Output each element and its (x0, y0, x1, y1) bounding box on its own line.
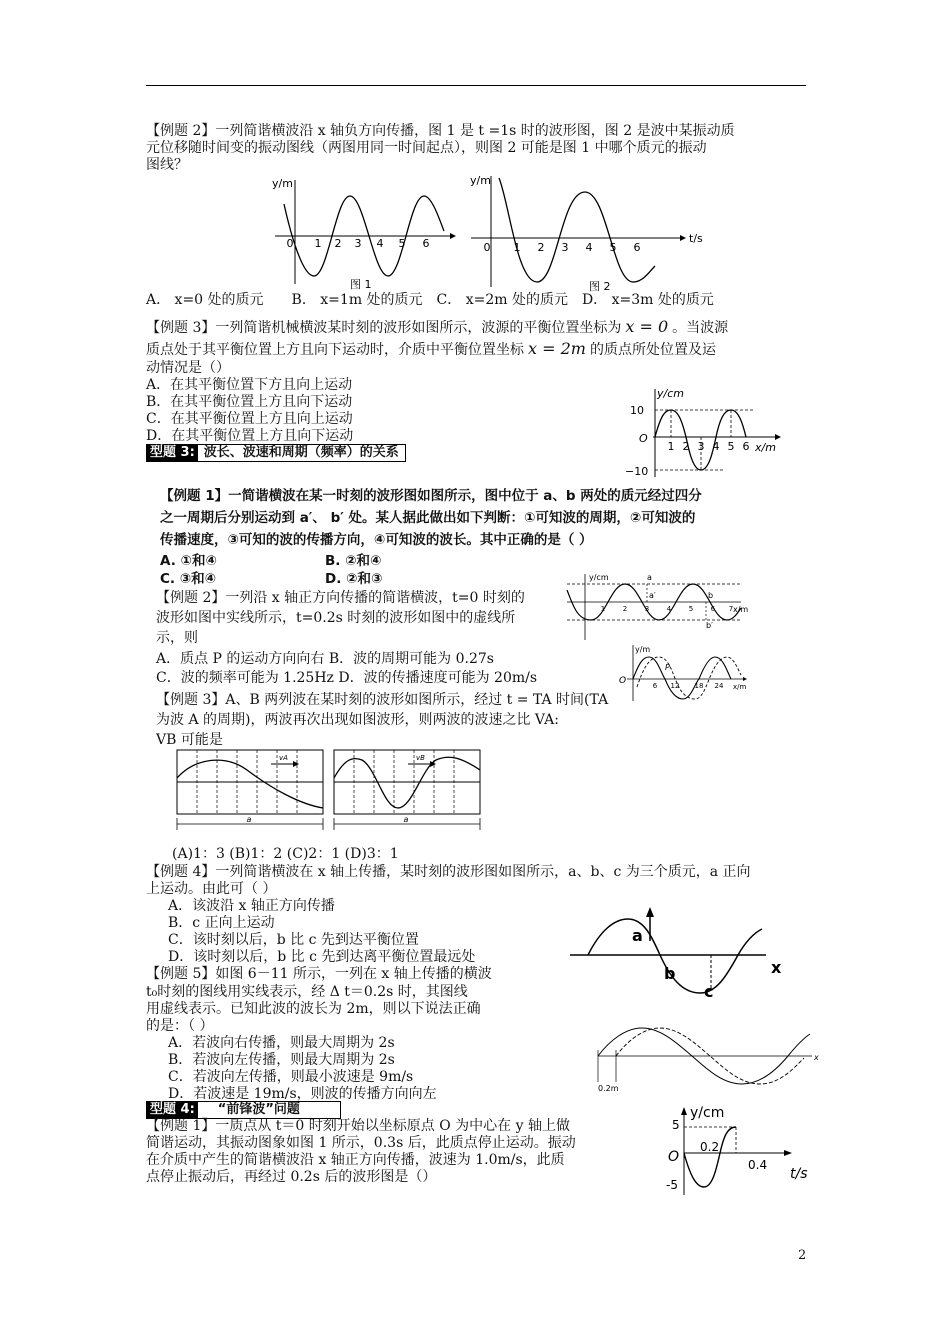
fig2-tick-4: 4 (585, 241, 593, 254)
s3-ex5-line4: 的是：（ ） (146, 1018, 214, 1034)
ex3-fig-origin: O (639, 432, 648, 445)
s3-ex1-line3: 传播速度，③可知的波的传播方向，④可知波的波长。其中正确的是（ ） (160, 532, 593, 548)
fig2-xlabel: t/s (689, 232, 703, 245)
s3-ex3-wave-b-figure (332, 748, 482, 840)
ex3-option-b: B．在其平衡位置上方且向下运动 (146, 394, 353, 410)
ex3-math2: x = 2m (528, 339, 586, 358)
section3-header (146, 444, 406, 462)
s4-ex1-line1: 【例题 1】一质点从 t＝0 时刻开始以坐标原点 O 为中心在 y 轴上做 (146, 1118, 570, 1134)
s3-ex1-option-b: B. ②和④ (325, 553, 382, 569)
s3-ex1-fig-tick-6: 6 (710, 605, 716, 613)
fig1-tick-2: 2 (334, 237, 342, 250)
s3-ex3-wave-b-velocity: vB (416, 754, 425, 762)
s3-ex4-option-c: C．该时刻以后，b 比 c 先到达平衡位置 (168, 932, 419, 948)
s3-ex1-fig-tick-5: 5 (688, 605, 694, 613)
ex2-line1: 【例题 2】一列简谐横波沿 x 轴负方向传播，图 1 是 t =1s 时的波形图，图 2 是波中某振动质 (146, 123, 735, 139)
s4-fig-xlabel: t/s (790, 1166, 808, 1182)
ex3-fig-ytop: 10 (630, 404, 644, 417)
s4-fig-origin: O (668, 1149, 680, 1165)
s3-ex4-line1: 【例题 4】一列简谐横波在 x 轴上传播，某时刻的波形图如图所示，a、b、c 为三个质元，a 正向 (146, 864, 751, 880)
fig1-tick-4: 4 (376, 237, 384, 250)
s4-ex1-line2: 简谐运动，其振动图象如图 1 所示，0.3s 后，此质点停止运动。振动 (146, 1135, 576, 1151)
ex3-line2-b: 的质点所处位置及运 (589, 342, 716, 358)
s3-ex1-option-a: A. ①和④ (160, 553, 217, 569)
ex2-line3: 图线？ (146, 157, 188, 173)
ex3-wave-figure (625, 385, 790, 480)
s3-ex1-fig-ylabel: y/cm (589, 573, 609, 582)
s3-ex3-line2: 为波 A 的周期)，两波再次出现如图波形，则两波的波速之比 VA: (156, 712, 559, 728)
s3-ex2-options-row1: A．质点 P 的运动方向向右 B．波的周期可能为 0.27s (156, 651, 494, 667)
s3-ex1-fig-label-b: b (708, 591, 714, 600)
ex3-line1-a: 【例题 3】一列简谐机械横波某时刻的波形如图所示，波源的平衡位置坐标为 (146, 320, 622, 336)
s3-ex5-option-a: A．若波向右传播，则最大周期为 2s (168, 1035, 395, 1051)
s3-ex1-line1: 【例题 1】一简谐横波在某一时刻的波形图如图所示，图中位于 a、b 两处的质元经过四分 (160, 488, 702, 504)
s3-ex3-line1: 【例题 3】A、B 两列波在某时刻的波形如图所示，经过 t = TA 时间(TA (156, 692, 609, 708)
s4-ex1-vibration-figure (664, 1105, 824, 1197)
s4-fig-ytop: 5 (672, 1118, 680, 1132)
s3-ex2-fig-origin: O (619, 676, 627, 686)
ex2-options: A． x=0 处的质元 B． x=1m 处的质元 C． x=2m 处的质元 D． x=3m 处的质元 (146, 292, 714, 308)
s3-ex1-line2: 之一周期后分别运动到 a′、 b′ 处。某人据此做出如下判断：①可知波的周期，②可知波的 (160, 510, 696, 526)
s3-ex4-fig-label-c: c (704, 982, 714, 1001)
section4-title: “前锋波”问题 (217, 1102, 300, 1117)
ex3-fig-xlabel: x/m (755, 441, 776, 454)
fig1-ylabel: y/m (272, 177, 293, 190)
ex3-option-d: D．在其平衡位置上方且向下运动 (146, 428, 354, 444)
ex3-option-a: A．在其平衡位置下方且向上运动 (146, 377, 353, 393)
s3-ex2-options-row2: C．波的频率可能为 1.25Hz D．波的传播速度可能为 20m/s (156, 670, 538, 686)
section3-label: 型题 3: (147, 445, 198, 461)
s3-ex5-option-b: B．若波向左传播，则最大周期为 2s (168, 1052, 395, 1068)
s3-ex4-line2: 上运动。由此可（ ） (146, 881, 277, 897)
s3-ex5-figure (592, 1020, 827, 1092)
fig1-tick-1: 1 (314, 237, 322, 250)
s3-ex4-option-d: D．该时刻以后，b 比 c 先到达离平衡位置最远处 (168, 949, 476, 965)
s3-ex1-fig-tick-3: 3 (644, 605, 650, 613)
fig1-tick-6: 6 (422, 237, 430, 250)
fig2-tick-6: 6 (633, 241, 641, 254)
fig2-tick-5: 5 (609, 241, 617, 254)
s3-ex3-wave-b-length: a (403, 815, 409, 824)
fig2-tick-1: 1 (513, 241, 521, 254)
s3-ex2-line2: 波形如图中实线所示，t=0.2s 时刻的波形如图中的虚线所 (156, 610, 516, 626)
s3-ex2-fig-tick-12: 12 (670, 682, 680, 690)
s4-ex1-line4: 点停止振动后，再经过 0.2s 后的波形图是（） (146, 1169, 437, 1185)
ex3-fig-tick-5: 5 (727, 440, 735, 453)
ex3-line2-a: 质点处于其平衡位置上方且向下运动时，介质中平衡位置坐标 (146, 342, 524, 358)
s4-fig-ylabel: y/cm (690, 1105, 725, 1121)
fig1-tick-0: 0 (286, 237, 294, 250)
section4-label: 型题 4: (147, 1102, 198, 1118)
s3-ex4-option-b: B．c 正向上运动 (168, 915, 275, 931)
ex3-line2 (146, 340, 716, 359)
s3-ex2-fig-tick-6: 6 (652, 682, 658, 690)
ex3-math1: x = 0 (625, 317, 669, 336)
s3-ex1-fig-label-b-prime: b′ (706, 621, 713, 630)
s3-ex5-option-d: D．若波速是 19m/s，则波的传播方向向左 (168, 1086, 437, 1102)
s3-ex1-fig-tick-7: 7 (728, 605, 734, 613)
s3-ex1-fig-tick-2: 2 (622, 605, 628, 613)
s4-fig-t1: 0.2 (700, 1140, 720, 1154)
s3-ex2-figure (615, 643, 755, 703)
ex3-fig-tick-3: 3 (697, 440, 705, 453)
s3-ex4-figure (566, 905, 791, 1000)
s3-ex2-fig-xlabel: x/m (733, 683, 747, 691)
s3-ex1-fig-label-a-prime: a′ (649, 591, 656, 600)
ex3-fig-tick-6: 6 (742, 440, 750, 453)
section3-title: 波长、波速和周期（频率）的关系 (203, 445, 399, 460)
section4-header (146, 1101, 341, 1119)
s4-ex1-line3: 在介质中产生的简谐横波沿 x 轴正方向传播，波速为 1.0m/s，此质 (146, 1152, 565, 1168)
s3-ex1-figure (563, 570, 753, 642)
ex3-line1-b: 。当波源 (672, 320, 729, 336)
header-rule (146, 85, 806, 86)
ex3-fig-tick-1: 1 (667, 440, 675, 453)
ex3-fig-tick-2: 2 (682, 440, 690, 453)
s3-ex5-line3: 用虚线表示。已知此波的波长为 2m，则以下说法正确 (146, 1001, 481, 1017)
s3-ex2-fig-tick-24: 24 (714, 682, 724, 690)
s4-fig-ybottom: -5 (666, 1178, 678, 1192)
fig2-caption: 图 2 (589, 280, 611, 293)
s3-ex1-option-d: D. ②和③ (325, 571, 383, 587)
ex3-line3: 动情况是（） (146, 360, 230, 376)
s3-ex5-line1: 【例题 5】如图 6－11 所示，一列在 x 轴上传播的横波 (146, 966, 492, 982)
s3-ex3-options: (A)1：3 (B)1：2 (C)2：1 (D)3：1 (172, 846, 399, 862)
s3-ex2-line3: 示，则 (156, 630, 198, 646)
fig1-tick-3: 3 (354, 237, 362, 250)
fig2-tick-3: 3 (561, 241, 569, 254)
ex2-figure-1 (270, 176, 455, 291)
s4-fig-t2: 0.4 (748, 1158, 768, 1172)
s3-ex1-fig-xlabel: x/m (733, 605, 749, 614)
s3-ex4-option-a: A．该波沿 x 轴正方向传播 (168, 898, 335, 914)
s3-ex4-fig-label-a: a (632, 926, 643, 945)
s3-ex3-wave-a-velocity: vA (279, 754, 288, 762)
ex2-line2: 元位移随时间变的振动图线（两图用同一时间起点），则图 2 可能是图 1 中哪个质元的振动 (146, 140, 707, 156)
ex2-figure-2 (465, 172, 705, 292)
s3-ex2-fig-ylabel: y/m (635, 645, 651, 654)
s3-ex4-fig-label-b: b (664, 964, 676, 983)
s3-ex3-wave-a-figure (175, 748, 325, 840)
s3-ex5-fig-dim: 0.2m (598, 1084, 619, 1093)
fig1-caption: 图 1 (350, 278, 372, 291)
ex3-option-c: C．在其平衡位置上方且向上运动 (146, 411, 353, 427)
s3-ex1-fig-tick-1: 1 (600, 605, 606, 613)
fig2-ylabel: y/m (470, 174, 491, 187)
s3-ex2-fig-point-p: P (665, 663, 670, 672)
fig2-tick-0: 0 (483, 241, 491, 254)
ex3-fig-ybottom: −10 (625, 465, 649, 478)
fig2-tick-2: 2 (537, 241, 545, 254)
fig1-tick-5: 5 (398, 237, 406, 250)
s3-ex2-fig-tick-18: 18 (694, 682, 704, 690)
s3-ex3-wave-a-length: a (246, 815, 252, 824)
s3-ex3-line3: VB 可能是 (156, 732, 223, 748)
s3-ex1-fig-tick-4: 4 (666, 605, 672, 613)
s3-ex5-fig-xlabel: x (814, 1053, 819, 1062)
s3-ex5-option-c: C．若波向左传播，则最小波速是 9m/s (168, 1069, 414, 1085)
s3-ex2-line1: 【例题 2】一列沿 x 轴正方向传播的简谐横波，t=0 时刻的 (156, 590, 525, 606)
ex3-line1 (146, 318, 728, 337)
s3-ex1-fig-label-a: a (647, 573, 652, 582)
s3-ex4-fig-xlabel: x (771, 958, 782, 977)
page-number: 2 (798, 1248, 807, 1263)
ex3-fig-ylabel: y/cm (657, 387, 684, 400)
ex3-fig-tick-4: 4 (712, 440, 720, 453)
s3-ex1-option-c: C. ③和④ (160, 571, 217, 587)
s3-ex5-line2: t₀时刻的图线用实线表示，经 Δ t＝0.2s 时，其图线 (146, 984, 468, 1000)
